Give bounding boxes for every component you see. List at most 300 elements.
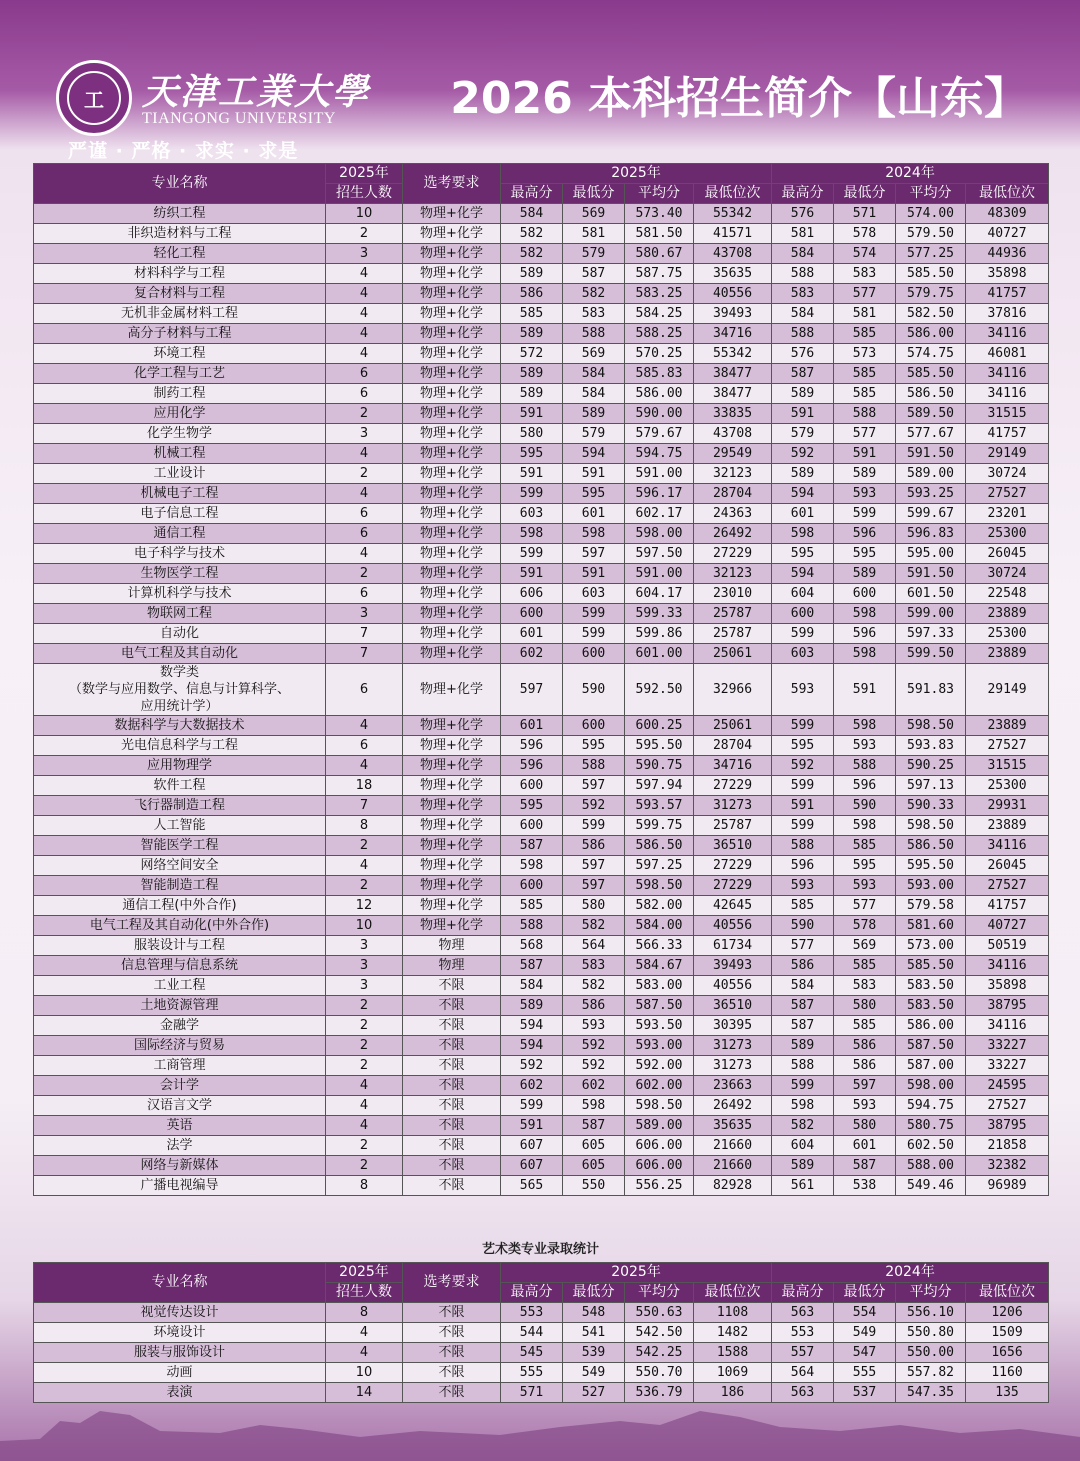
cell-plan-count: 2 — [326, 404, 403, 424]
cell-avg-score-2024: 586.50 — [896, 836, 966, 856]
cell-plan-count: 8 — [326, 1303, 403, 1323]
cell-min-score-2024: 555 — [834, 1363, 896, 1383]
cell-subject-requirement: 不限 — [403, 1136, 501, 1156]
cell-major-name: 复合材料与工程 — [34, 284, 326, 304]
cell-avg-score-2025: 585.83 — [625, 364, 694, 384]
cell-max-score-2024: 588 — [772, 264, 834, 284]
cell-avg-score-2025: 606.00 — [625, 1136, 694, 1156]
table-row — [34, 644, 1049, 664]
cell-max-score-2024: 561 — [772, 1176, 834, 1196]
table-row — [34, 1076, 1049, 1096]
cell-max-score-2025: 585 — [501, 896, 563, 916]
cell-max-score-2025: 594 — [501, 1016, 563, 1036]
cell-max-score-2025: 600 — [501, 776, 563, 796]
table-row — [34, 816, 1049, 836]
cell-avg-score-2024: 595.50 — [896, 856, 966, 876]
cell-plan-count: 4 — [326, 716, 403, 736]
cell-max-score-2025: 603 — [501, 504, 563, 524]
cell-min-rank-2025: 33835 — [694, 404, 772, 424]
cell-min-rank-2025: 34716 — [694, 324, 772, 344]
cell-min-score-2024: 585 — [834, 384, 896, 404]
cell-major-name: 电子科学与技术 — [34, 544, 326, 564]
cell-min-rank-2024: 1160 — [966, 1363, 1049, 1383]
cell-min-rank-2025: 39493 — [694, 304, 772, 324]
cell-avg-score-2024: 549.46 — [896, 1176, 966, 1196]
cell-plan-count: 2 — [326, 1016, 403, 1036]
table-row — [34, 836, 1049, 856]
cell-min-rank-2025: 43708 — [694, 424, 772, 444]
cell-max-score-2024: 598 — [772, 1096, 834, 1116]
cell-min-score-2025: 580 — [563, 896, 625, 916]
cell-subject-requirement: 物理+化学 — [403, 624, 501, 644]
cell-min-score-2024: 596 — [834, 624, 896, 644]
cell-avg-score-2025: 595.50 — [625, 736, 694, 756]
cell-max-score-2024: 588 — [772, 1056, 834, 1076]
cell-max-score-2025: 553 — [501, 1303, 563, 1323]
cell-plan-count: 8 — [326, 1176, 403, 1196]
cell-avg-score-2025: 591.00 — [625, 464, 694, 484]
cell-min-score-2025: 549 — [563, 1363, 625, 1383]
cell-max-score-2024: 604 — [772, 584, 834, 604]
cell-avg-score-2025: 550.70 — [625, 1363, 694, 1383]
cell-min-score-2024: 573 — [834, 344, 896, 364]
table-row — [34, 896, 1049, 916]
cell-min-rank-2024: 27527 — [966, 736, 1049, 756]
cell-min-rank-2024: 27527 — [966, 1096, 1049, 1116]
cell-major-name: 智能医学工程 — [34, 836, 326, 856]
cell-max-score-2025: 599 — [501, 1096, 563, 1116]
cell-major-name: 化学生物学 — [34, 424, 326, 444]
cell-min-rank-2024: 34116 — [966, 1016, 1049, 1036]
cell-subject-requirement: 物理+化学 — [403, 204, 501, 224]
cell-subject-requirement: 不限 — [403, 1016, 501, 1036]
cell-major-name: 土地资源管理 — [34, 996, 326, 1016]
cell-max-score-2024: 587 — [772, 1016, 834, 1036]
cell-max-score-2024: 587 — [772, 364, 834, 384]
cell-major-name: 纺织工程 — [34, 204, 326, 224]
cell-max-score-2024: 586 — [772, 956, 834, 976]
cell-avg-score-2024: 591.83 — [896, 664, 966, 716]
cell-min-rank-2024: 34116 — [966, 364, 1049, 384]
cell-min-rank-2025: 24363 — [694, 504, 772, 524]
cell-min-rank-2024: 135 — [966, 1383, 1049, 1403]
cell-max-score-2024: 585 — [772, 896, 834, 916]
cell-major-name: 数据科学与大数据技术 — [34, 716, 326, 736]
cell-plan-count: 4 — [326, 1323, 403, 1343]
cell-subject-requirement: 物理+化学 — [403, 816, 501, 836]
table-row — [34, 524, 1049, 544]
cell-plan-count: 6 — [326, 364, 403, 384]
cell-max-score-2024: 599 — [772, 1076, 834, 1096]
table-row — [34, 1136, 1049, 1156]
cell-max-score-2024: 576 — [772, 204, 834, 224]
cell-max-score-2025: 582 — [501, 244, 563, 264]
cell-avg-score-2024: 550.80 — [896, 1323, 966, 1343]
cell-avg-score-2024: 585.50 — [896, 956, 966, 976]
cell-min-score-2024: 588 — [834, 756, 896, 776]
cell-plan-count: 7 — [326, 644, 403, 664]
cell-min-score-2024: 593 — [834, 484, 896, 504]
cell-avg-score-2025: 589.00 — [625, 1116, 694, 1136]
cell-min-rank-2024: 37816 — [966, 304, 1049, 324]
cell-max-score-2024: 591 — [772, 796, 834, 816]
cell-min-rank-2025: 39493 — [694, 956, 772, 976]
cell-min-score-2025: 586 — [563, 996, 625, 1016]
cell-plan-count: 6 — [326, 664, 403, 716]
cell-avg-score-2024: 598.00 — [896, 1076, 966, 1096]
cell-min-rank-2025: 29549 — [694, 444, 772, 464]
cell-min-rank-2025: 35635 — [694, 264, 772, 284]
cell-plan-count: 4 — [326, 756, 403, 776]
cell-max-score-2025: 587 — [501, 836, 563, 856]
cell-min-rank-2024: 1656 — [966, 1343, 1049, 1363]
cell-min-score-2024: 577 — [834, 896, 896, 916]
cell-major-name: 通信工程(中外合作) — [34, 896, 326, 916]
cell-min-rank-2025: 23663 — [694, 1076, 772, 1096]
cell-max-score-2024: 592 — [772, 444, 834, 464]
cell-avg-score-2024: 599.67 — [896, 504, 966, 524]
cell-plan-count: 2 — [326, 564, 403, 584]
cell-min-rank-2025: 31273 — [694, 1056, 772, 1076]
table-row — [34, 1116, 1049, 1136]
cell-avg-score-2024: 593.83 — [896, 736, 966, 756]
cell-subject-requirement: 物理+化学 — [403, 524, 501, 544]
cell-min-rank-2024: 33227 — [966, 1036, 1049, 1056]
cell-avg-score-2024: 577.67 — [896, 424, 966, 444]
cell-min-rank-2025: 26492 — [694, 524, 772, 544]
cell-min-score-2025: 587 — [563, 264, 625, 284]
cell-avg-score-2025: 599.75 — [625, 816, 694, 836]
cell-min-rank-2025: 28704 — [694, 736, 772, 756]
cell-min-score-2024: 538 — [834, 1176, 896, 1196]
cell-avg-score-2025: 597.94 — [625, 776, 694, 796]
cell-min-rank-2024: 21858 — [966, 1136, 1049, 1156]
cell-min-rank-2024: 27527 — [966, 484, 1049, 504]
cell-subject-requirement: 物理 — [403, 956, 501, 976]
table-row — [34, 776, 1049, 796]
cell-min-score-2025: 597 — [563, 544, 625, 564]
cell-subject-requirement: 物理+化学 — [403, 224, 501, 244]
cell-major-name: 制药工程 — [34, 384, 326, 404]
cell-min-rank-2024: 29149 — [966, 444, 1049, 464]
table-row — [34, 424, 1049, 444]
cell-avg-score-2024: 573.00 — [896, 936, 966, 956]
cell-max-score-2025: 589 — [501, 384, 563, 404]
cell-major-name: 动画 — [34, 1363, 326, 1383]
cell-plan-count: 2 — [326, 1036, 403, 1056]
cell-min-rank-2025: 42645 — [694, 896, 772, 916]
cell-avg-score-2025: 581.50 — [625, 224, 694, 244]
cell-avg-score-2024: 593.25 — [896, 484, 966, 504]
cell-major-name: 应用化学 — [34, 404, 326, 424]
cell-major-name: 通信工程 — [34, 524, 326, 544]
cell-avg-score-2025: 550.63 — [625, 1303, 694, 1323]
cell-major-name: 飞行器制造工程 — [34, 796, 326, 816]
cell-min-score-2025: 592 — [563, 1036, 625, 1056]
cell-max-score-2025: 544 — [501, 1323, 563, 1343]
table-row — [34, 264, 1049, 284]
cell-min-score-2024: 549 — [834, 1323, 896, 1343]
cell-min-rank-2025: 186 — [694, 1383, 772, 1403]
cell-min-score-2025: 579 — [563, 244, 625, 264]
cell-avg-score-2024: 589.00 — [896, 464, 966, 484]
cell-plan-count: 6 — [326, 736, 403, 756]
cell-avg-score-2025: 584.00 — [625, 916, 694, 936]
table-row — [34, 1036, 1049, 1056]
cell-min-score-2024: 585 — [834, 324, 896, 344]
cell-major-name: 人工智能 — [34, 816, 326, 836]
cell-avg-score-2024: 579.58 — [896, 896, 966, 916]
header-min-score: 最低分 — [834, 1283, 896, 1303]
cell-avg-score-2024: 585.50 — [896, 364, 966, 384]
table-row — [34, 624, 1049, 644]
cell-subject-requirement: 物理+化学 — [403, 324, 501, 344]
cell-major-name: 化学工程与工艺 — [34, 364, 326, 384]
cell-major-name: 环境工程 — [34, 344, 326, 364]
cell-max-score-2025: 565 — [501, 1176, 563, 1196]
cell-major-name: 工商管理 — [34, 1056, 326, 1076]
cell-min-score-2025: 600 — [563, 644, 625, 664]
cell-max-score-2025: 589 — [501, 364, 563, 384]
cell-min-rank-2024: 41757 — [966, 424, 1049, 444]
cell-avg-score-2024: 598.50 — [896, 816, 966, 836]
header-year-2024: 2024年 — [772, 1263, 1049, 1283]
cell-plan-count: 3 — [326, 424, 403, 444]
cell-avg-score-2025: 604.17 — [625, 584, 694, 604]
cell-avg-score-2024: 556.10 — [896, 1303, 966, 1323]
cell-min-score-2024: 588 — [834, 404, 896, 424]
cell-plan-count: 3 — [326, 604, 403, 624]
cell-min-rank-2025: 21660 — [694, 1136, 772, 1156]
cell-min-score-2025: 527 — [563, 1383, 625, 1403]
cell-major-name: 智能制造工程 — [34, 876, 326, 896]
cell-min-rank-2024: 50519 — [966, 936, 1049, 956]
cell-min-rank-2025: 40556 — [694, 284, 772, 304]
cell-max-score-2025: 596 — [501, 736, 563, 756]
cell-min-rank-2024: 25300 — [966, 624, 1049, 644]
cell-max-score-2024: 589 — [772, 384, 834, 404]
cell-avg-score-2024: 590.25 — [896, 756, 966, 776]
cell-max-score-2025: 586 — [501, 284, 563, 304]
cell-avg-score-2025: 586.00 — [625, 384, 694, 404]
cell-max-score-2025: 602 — [501, 1076, 563, 1096]
cell-max-score-2024: 584 — [772, 304, 834, 324]
main-admission-table — [33, 163, 1048, 1196]
cell-min-score-2025: 589 — [563, 404, 625, 424]
cell-avg-score-2024: 586.00 — [896, 1016, 966, 1036]
cell-min-score-2025: 583 — [563, 956, 625, 976]
cell-plan-count: 7 — [326, 796, 403, 816]
table-row — [34, 756, 1049, 776]
cell-min-rank-2025: 27229 — [694, 776, 772, 796]
cell-min-score-2025: 595 — [563, 484, 625, 504]
cell-major-name: 汉语言文学 — [34, 1096, 326, 1116]
header-max-score: 最高分 — [501, 184, 563, 204]
cell-max-score-2025: 602 — [501, 644, 563, 664]
cell-min-rank-2024: 23889 — [966, 644, 1049, 664]
university-name-en: TIANGONG UNIVERSITY — [142, 110, 336, 127]
cell-max-score-2024: 601 — [772, 504, 834, 524]
table-row — [34, 1056, 1049, 1076]
cell-min-score-2025: 579 — [563, 424, 625, 444]
cell-max-score-2024: 595 — [772, 736, 834, 756]
cell-avg-score-2025: 590.75 — [625, 756, 694, 776]
cell-min-score-2025: 599 — [563, 816, 625, 836]
cell-subject-requirement: 物理+化学 — [403, 584, 501, 604]
cell-max-score-2025: 545 — [501, 1343, 563, 1363]
cell-avg-score-2024: 590.33 — [896, 796, 966, 816]
cell-min-score-2024: 586 — [834, 1056, 896, 1076]
table-row — [34, 1303, 1049, 1323]
cell-max-score-2025: 601 — [501, 624, 563, 644]
cell-major-name: 服装与服饰设计 — [34, 1343, 326, 1363]
header-major-name: 专业名称 — [34, 164, 326, 204]
cell-subject-requirement: 物理+化学 — [403, 444, 501, 464]
cell-major-name: 机械工程 — [34, 444, 326, 464]
cell-min-rank-2024: 33227 — [966, 1056, 1049, 1076]
table-row — [34, 364, 1049, 384]
cell-min-score-2024: 593 — [834, 736, 896, 756]
cell-avg-score-2025: 598.50 — [625, 876, 694, 896]
table-row — [34, 664, 1049, 716]
cell-min-score-2025: 605 — [563, 1136, 625, 1156]
cell-major-name: 机械电子工程 — [34, 484, 326, 504]
cell-avg-score-2024: 579.75 — [896, 284, 966, 304]
cell-avg-score-2024: 574.00 — [896, 204, 966, 224]
cell-avg-score-2025: 586.50 — [625, 836, 694, 856]
cell-major-name: 计算机科学与技术 — [34, 584, 326, 604]
cell-subject-requirement: 物理+化学 — [403, 484, 501, 504]
cell-min-rank-2025: 21660 — [694, 1156, 772, 1176]
cell-min-score-2025: 599 — [563, 624, 625, 644]
cell-subject-requirement: 不限 — [403, 976, 501, 996]
header-avg-score: 平均分 — [896, 1283, 966, 1303]
cell-plan-count: 4 — [326, 1343, 403, 1363]
cell-avg-score-2024: 583.50 — [896, 976, 966, 996]
cell-min-score-2025: 599 — [563, 604, 625, 624]
cell-min-score-2025: 593 — [563, 1016, 625, 1036]
table-row — [34, 856, 1049, 876]
seal-emblem-icon: 工 — [67, 71, 121, 125]
cell-min-score-2025: 591 — [563, 464, 625, 484]
cell-max-score-2024: 599 — [772, 776, 834, 796]
cell-plan-count: 4 — [326, 324, 403, 344]
cell-max-score-2024: 584 — [772, 976, 834, 996]
cell-min-rank-2025: 55342 — [694, 204, 772, 224]
cell-avg-score-2024: 602.50 — [896, 1136, 966, 1156]
cell-min-rank-2025: 35635 — [694, 1116, 772, 1136]
cell-subject-requirement: 物理+化学 — [403, 284, 501, 304]
table-row — [34, 1343, 1049, 1363]
cell-max-score-2024: 587 — [772, 996, 834, 1016]
cell-major-name: 生物医学工程 — [34, 564, 326, 584]
cell-subject-requirement: 物理+化学 — [403, 796, 501, 816]
cell-major-name: 信息管理与信息系统 — [34, 956, 326, 976]
cell-subject-requirement: 物理+化学 — [403, 344, 501, 364]
cell-subject-requirement: 物理+化学 — [403, 716, 501, 736]
art-section-caption: 艺术类专业录取统计 — [481, 1242, 599, 1257]
cell-avg-score-2025: 596.17 — [625, 484, 694, 504]
cell-avg-score-2025: 593.57 — [625, 796, 694, 816]
cell-max-score-2025: 598 — [501, 856, 563, 876]
cell-max-score-2024: 590 — [772, 916, 834, 936]
cell-min-score-2025: 592 — [563, 1056, 625, 1076]
cell-max-score-2024: 599 — [772, 624, 834, 644]
cell-avg-score-2025: 592.00 — [625, 1056, 694, 1076]
header-max-score: 最高分 — [772, 184, 834, 204]
cell-min-score-2024: 578 — [834, 916, 896, 936]
cell-avg-score-2025: 536.79 — [625, 1383, 694, 1403]
cell-major-name: 会计学 — [34, 1076, 326, 1096]
cell-min-rank-2025: 32966 — [694, 664, 772, 716]
cell-max-score-2025: 592 — [501, 1056, 563, 1076]
cell-max-score-2024: 598 — [772, 524, 834, 544]
cell-avg-score-2025: 592.50 — [625, 664, 694, 716]
cell-plan-count: 4 — [326, 544, 403, 564]
cell-major-name: 物联网工程 — [34, 604, 326, 624]
cell-major-name: 应用物理学 — [34, 756, 326, 776]
table-row — [34, 956, 1049, 976]
cell-min-score-2024: 577 — [834, 424, 896, 444]
cell-avg-score-2025: 584.25 — [625, 304, 694, 324]
table-row — [34, 544, 1049, 564]
cell-avg-score-2024: 547.35 — [896, 1383, 966, 1403]
cell-avg-score-2024: 588.00 — [896, 1156, 966, 1176]
cell-avg-score-2025: 556.25 — [625, 1176, 694, 1196]
cell-min-score-2025: 586 — [563, 836, 625, 856]
cell-max-score-2025: 589 — [501, 264, 563, 284]
cell-min-score-2024: 599 — [834, 504, 896, 524]
cell-min-rank-2025: 41571 — [694, 224, 772, 244]
table-row — [34, 1096, 1049, 1116]
cell-major-name: 网络与新媒体 — [34, 1156, 326, 1176]
cell-avg-score-2025: 580.67 — [625, 244, 694, 264]
cell-plan-count: 4 — [326, 1096, 403, 1116]
cell-plan-count: 14 — [326, 1383, 403, 1403]
cell-max-score-2025: 595 — [501, 796, 563, 816]
cell-min-rank-2025: 1108 — [694, 1303, 772, 1323]
cell-min-rank-2024: 30724 — [966, 464, 1049, 484]
cell-avg-score-2024: 574.75 — [896, 344, 966, 364]
cell-subject-requirement: 物理+化学 — [403, 264, 501, 284]
cell-max-score-2024: 594 — [772, 484, 834, 504]
cell-major-name: 环境设计 — [34, 1323, 326, 1343]
cell-min-score-2024: 590 — [834, 796, 896, 816]
header-major-name: 专业名称 — [34, 1263, 326, 1303]
cell-min-rank-2025: 38477 — [694, 364, 772, 384]
cell-avg-score-2025: 587.75 — [625, 264, 694, 284]
cell-max-score-2025: 588 — [501, 916, 563, 936]
table-row — [34, 976, 1049, 996]
cell-min-rank-2024: 96989 — [966, 1176, 1049, 1196]
cell-avg-score-2024: 587.00 — [896, 1056, 966, 1076]
cell-min-score-2024: 589 — [834, 564, 896, 584]
cell-max-score-2025: 589 — [501, 996, 563, 1016]
cell-min-score-2024: 585 — [834, 836, 896, 856]
cell-subject-requirement: 不限 — [403, 1156, 501, 1176]
cell-major-name: 电气工程及其自动化(中外合作) — [34, 916, 326, 936]
header-min-score: 最低分 — [834, 184, 896, 204]
cell-max-score-2024: 593 — [772, 876, 834, 896]
cell-subject-requirement: 不限 — [403, 1096, 501, 1116]
cell-subject-requirement: 物理+化学 — [403, 564, 501, 584]
cell-min-rank-2024: 34116 — [966, 384, 1049, 404]
cell-min-rank-2024: 44936 — [966, 244, 1049, 264]
table-row — [34, 564, 1049, 584]
cell-max-score-2024: 584 — [772, 244, 834, 264]
cell-avg-score-2025: 587.50 — [625, 996, 694, 1016]
cell-plan-count: 2 — [326, 224, 403, 244]
